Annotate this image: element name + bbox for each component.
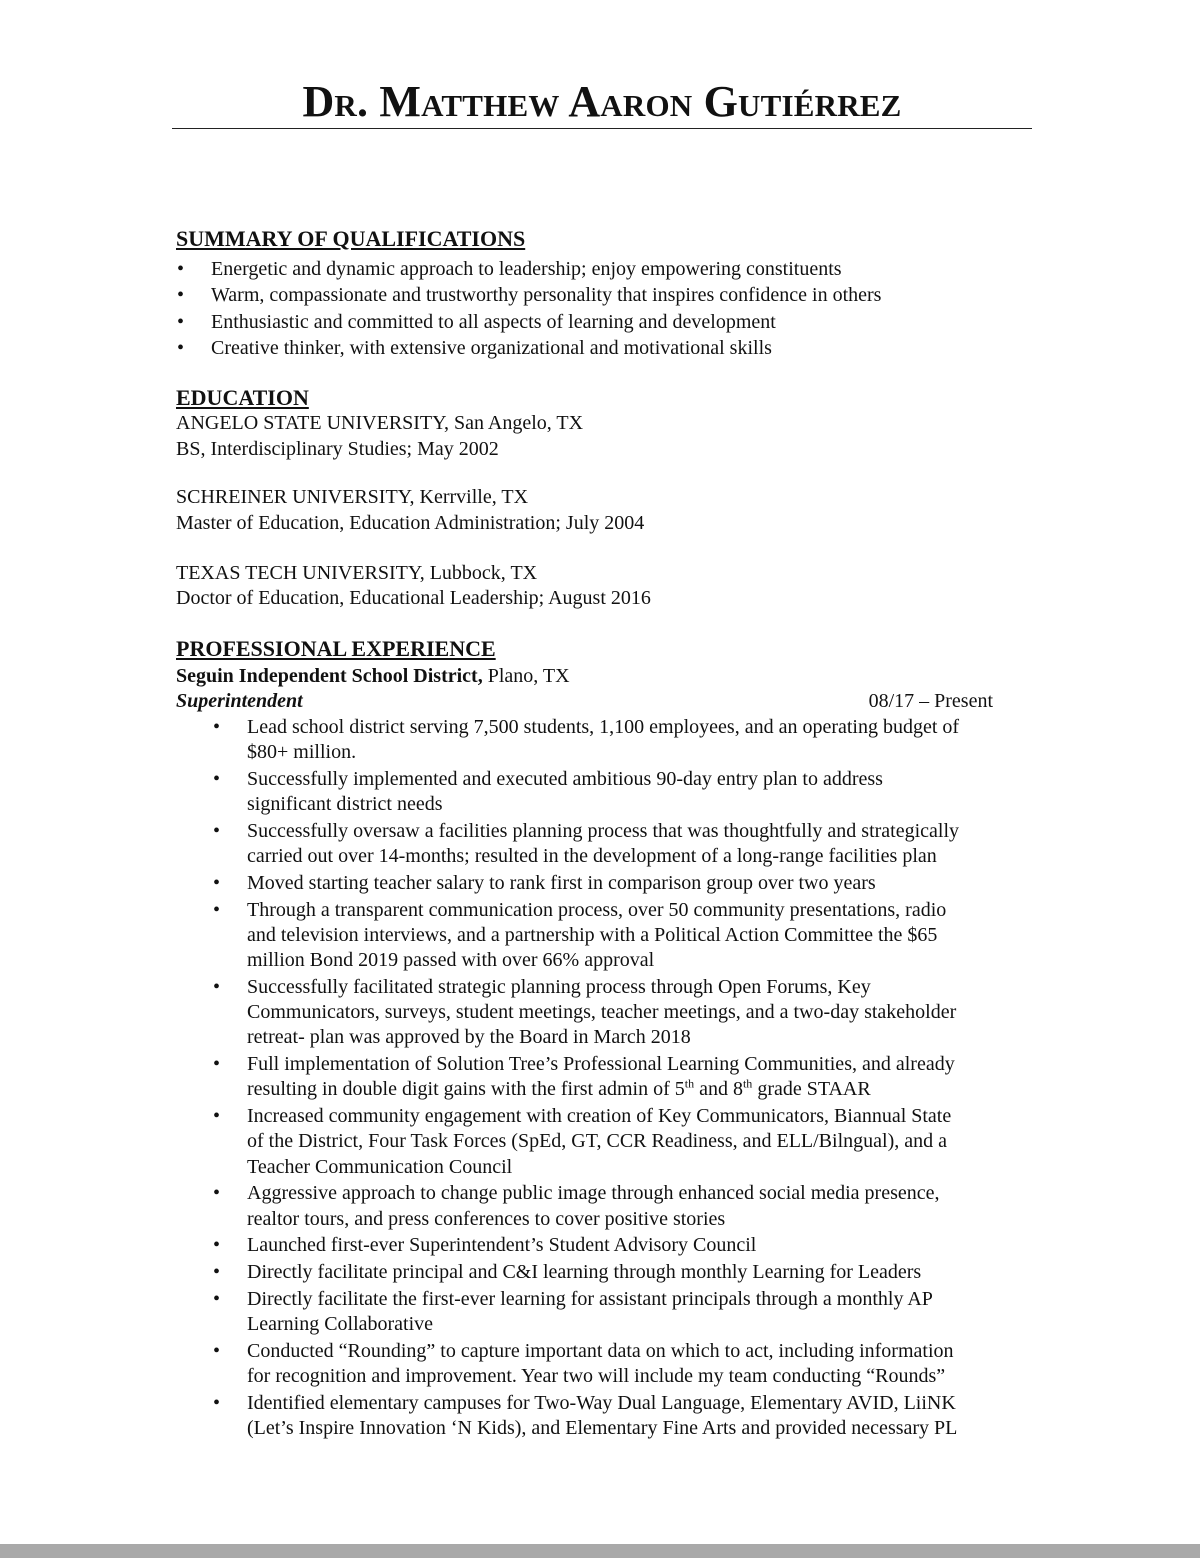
- list-item: [212, 1287, 1032, 1337]
- list-item: [212, 1233, 1032, 1258]
- experience-item-text: Successfully facilitated strategic planning process through Open Forums, Key Communicators, surveys, student meetings, teacher meetings, and a two-day stakeholder retreat- plan was approved by the Board in March 2018: [247, 976, 957, 1049]
- ordinal-suffix: th: [742, 1076, 753, 1091]
- list-item: [212, 1260, 1032, 1285]
- list-item: [212, 819, 1032, 869]
- bullet-icon: •: [177, 336, 185, 359]
- experience-list: [212, 715, 1032, 1443]
- list-item: [176, 335, 1036, 361]
- education-school: ANGELO STATE UNIVERSITY, San Angelo, TX: [176, 412, 584, 434]
- bullet-icon: •: [177, 310, 185, 333]
- experience-item-text: Directly facilitate the first-ever learning for assistant principals through a monthly AP Learning Collaborative: [247, 1288, 933, 1336]
- list-item: [212, 871, 1032, 896]
- bullet-icon: •: [213, 976, 221, 998]
- experience-item-text: Aggressive approach to change public image through enhanced social media presence, realtor tours, and press conferences to cover positive stories: [247, 1182, 940, 1230]
- role-row: [176, 689, 993, 714]
- bullet-icon: •: [213, 1182, 221, 1205]
- list-item: [212, 975, 1032, 1051]
- summary-list: [176, 256, 1036, 361]
- plc-line-2a: resulting in double digit gains with the first admin of 5: [247, 1078, 685, 1101]
- employer-name: Seguin Independent School District,: [176, 665, 483, 687]
- bullet-icon: •: [213, 820, 221, 842]
- bullet-icon: •: [177, 258, 185, 280]
- summary-item-text: Creative thinker, with extensive organizational and motivational skills: [211, 336, 772, 359]
- candidate-name: Dr. Matthew Aaron Gutiérrez: [302, 77, 902, 126]
- list-item: [176, 282, 1036, 308]
- bullet-icon: •: [213, 1234, 221, 1257]
- bullet-icon: •: [213, 1392, 221, 1414]
- bullet-icon: •: [213, 1053, 221, 1076]
- summary-item-text: Enthusiastic and committed to all aspects of learning and development: [211, 310, 776, 333]
- list-item: [212, 1052, 1032, 1102]
- ordinal-suffix: th: [684, 1076, 695, 1091]
- bullet-icon: •: [213, 716, 221, 738]
- experience-item-text: Increased community engagement with creation of Key Communicators, Biannual State of the District, Four Task Forces (SpEd, GT, CCR Readiness, and ELL/Bilngual), and a Teacher Communication Council: [247, 1105, 952, 1178]
- education-degree: Doctor of Education, Educational Leadership; August 2016: [176, 587, 651, 609]
- experience-item-text: Through a transparent communication process, over 50 community presentations, radio and television interviews, and a partnership with a Political Action Committee the $65 million Bond 2019 passed with over 66% approval: [247, 898, 947, 972]
- summary-heading: SUMMARY OF QUALIFICATIONS: [176, 226, 526, 251]
- employer: [176, 664, 570, 689]
- experience-item-text: Launched first-ever Superintendent’s Student Advisory Council: [247, 1234, 757, 1257]
- experience-item-text: Moved starting teacher salary to rank first in comparison group over two years: [247, 872, 876, 894]
- bullet-icon: •: [213, 1105, 221, 1128]
- bullet-icon: •: [213, 898, 221, 921]
- bullet-icon: •: [213, 872, 221, 894]
- experience-item-text: Successfully implemented and executed ambitious 90-day entry plan to address significant district needs: [247, 768, 883, 816]
- list-item: [212, 1391, 1032, 1441]
- plc-line-1: Full implementation of Solution Tree’s Professional Learning Communities, and already: [247, 1053, 955, 1076]
- summary-item-text: Warm, compassionate and trustworthy personality that inspires confidence in others: [211, 284, 882, 307]
- list-item: [212, 715, 1032, 765]
- name-divider: [172, 128, 1032, 129]
- list-item: [212, 1104, 1032, 1180]
- experience-item-text: Conducted “Rounding” to capture important data on which to act, including information for recognition and improvement. Year two will include my team conducting “Rounds”: [247, 1340, 954, 1388]
- list-item: [212, 898, 1032, 974]
- list-item: [176, 309, 1036, 335]
- experience-item-text: Lead school district serving 7,500 students, 1,100 employees, and an operating budget of $80+ million.: [247, 716, 960, 764]
- education-school: TEXAS TECH UNIVERSITY, Lubbock, TX: [176, 562, 538, 584]
- list-item: [176, 256, 1036, 282]
- education-school: SCHREINER UNIVERSITY, Kerrville, TX: [176, 486, 529, 508]
- list-item: [212, 767, 1032, 817]
- bullet-icon: •: [213, 1288, 221, 1310]
- page-bottom-bar: [0, 1544, 1200, 1558]
- education-degree: BS, Interdisciplinary Studies; May 2002: [176, 438, 499, 460]
- plc-line-2c: grade STAAR: [752, 1078, 871, 1101]
- experience-heading: PROFESSIONAL EXPERIENCE: [176, 636, 496, 661]
- education-degree: Master of Education, Education Administration; July 2004: [176, 512, 645, 534]
- job-dates: 08/17 – Present: [868, 690, 993, 712]
- experience-item-text: Identified elementary campuses for Two-Way Dual Language, Elementary AVID, LiiNK (Let’s Inspire Innovation ‘N Kids), and Elementary Fine Arts and provided necessary PL: [247, 1392, 958, 1440]
- experience-item-text: [247, 1052, 1032, 1102]
- bullet-icon: •: [213, 768, 221, 790]
- experience-item-text: Successfully oversaw a facilities planning process that was thoughtfully and strategically carried out over 14-months; resulted in the development of a long-range facilities plan: [247, 820, 960, 868]
- employer-location: Plano, TX: [482, 665, 570, 687]
- list-item: [212, 1181, 1032, 1231]
- bullet-icon: •: [213, 1340, 221, 1362]
- bullet-icon: •: [213, 1261, 221, 1284]
- education-heading: EDUCATION: [176, 385, 309, 410]
- experience-item-text: Directly facilitate principal and C&I learning through monthly Learning for Leaders: [247, 1261, 922, 1284]
- list-item: [212, 1339, 1032, 1389]
- job-title: Superintendent: [176, 690, 303, 712]
- summary-item-text: Energetic and dynamic approach to leadership; enjoy empowering constituents: [211, 258, 842, 280]
- bullet-icon: •: [177, 284, 185, 307]
- plc-line-2b: and 8: [694, 1078, 743, 1101]
